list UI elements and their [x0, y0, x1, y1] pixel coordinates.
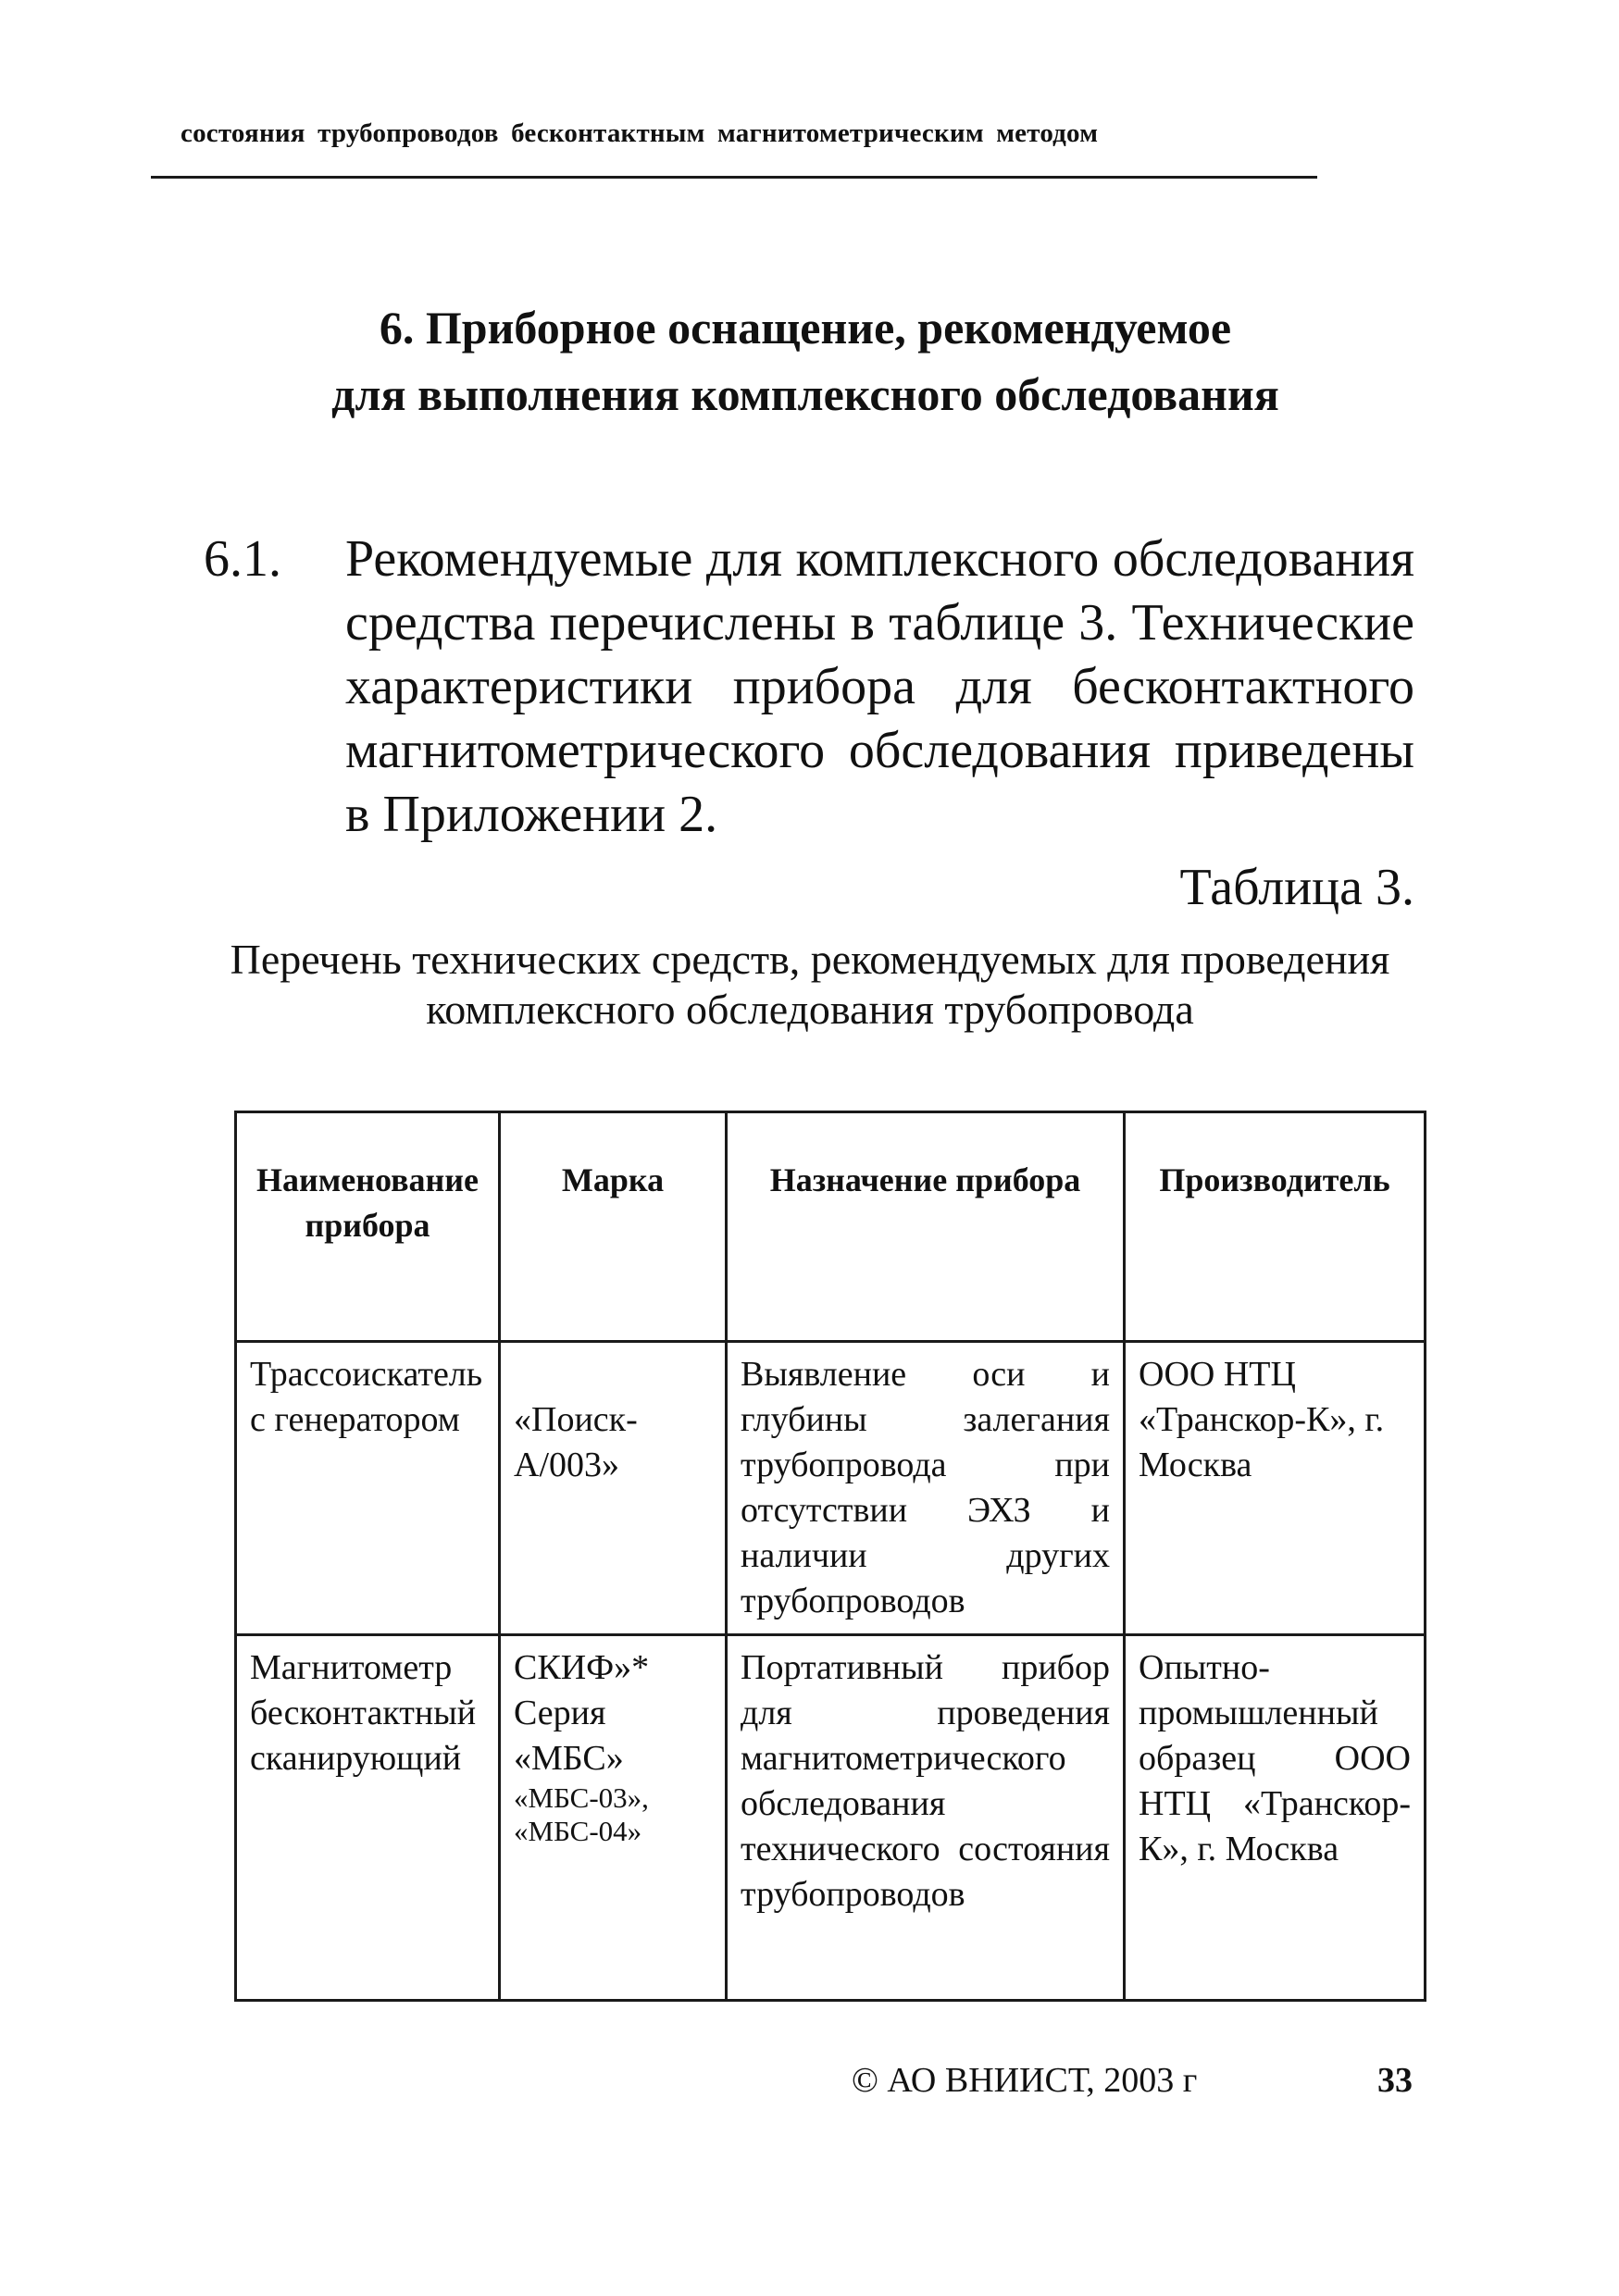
- table-row: [236, 1635, 1426, 2001]
- header-mark: Марка: [500, 1112, 727, 1342]
- running-header: состояния трубопроводов бесконтактным магнитометрическим методом: [181, 118, 1099, 148]
- table-label: Таблица 3.: [1179, 859, 1414, 916]
- paragraph-number: 6.1.: [204, 530, 281, 588]
- cell-mark-text: «Поиск-А/003»: [514, 1400, 638, 1484]
- section-title: [148, 294, 1463, 428]
- header-name: Наименование прибора: [236, 1112, 500, 1342]
- cell-mark: [500, 1342, 727, 1635]
- cell-mark: [500, 1635, 727, 2001]
- table-row: [236, 1342, 1426, 1635]
- cell-maker: ООО НТЦ «Транскор-К», г. Москва: [1125, 1342, 1426, 1635]
- section-title-line-1: 6. Приборное оснащение, рекомендуемое: [379, 302, 1232, 354]
- page-number: 33: [1377, 2061, 1413, 2100]
- header-purpose: Назначение прибора: [727, 1112, 1125, 1342]
- cell-maker: Опытно-промышленный образец ООО НТЦ «Транскор-К», г. Москва: [1125, 1635, 1426, 2001]
- table-header-row: [236, 1112, 1426, 1342]
- cell-purpose: Портативный прибор для проведения магнитометрического обследования технического состояния трубопроводов: [727, 1635, 1125, 2001]
- cell-mark-text: СКИФ»* Серия «МБС»: [514, 1648, 650, 1778]
- header-maker: Производитель: [1125, 1112, 1426, 1342]
- equipment-table: [234, 1111, 1426, 2002]
- cell-name: Магнитометр бесконтактный сканирующий: [236, 1635, 500, 2001]
- cell-purpose: Выявление оси и глубины залегания трубопровода при отсутствии ЭХЗ и наличии других трубопроводов: [727, 1342, 1125, 1635]
- header-rule: [151, 176, 1317, 179]
- section-title-line-2: для выполнения комплексного обследования: [331, 368, 1279, 420]
- paragraph-text: Рекомендуемые для комплексного обследования средства перечислены в таблице 3. Технические характеристики прибора для бесконтактного магнитометрического обследования приведены в Приложении 2.: [345, 530, 1414, 843]
- footer-copyright: © АО ВНИИСТ, 2003 г: [852, 2061, 1198, 2100]
- cell-mark-extra: «МБС-03», «МБС-04»: [514, 1781, 649, 1847]
- table-caption: Перечень технических средств, рекомендуемых для проведения комплексного обследования трубопровода: [230, 936, 1390, 1033]
- cell-name: Трассоискатель с генератором: [236, 1342, 500, 1635]
